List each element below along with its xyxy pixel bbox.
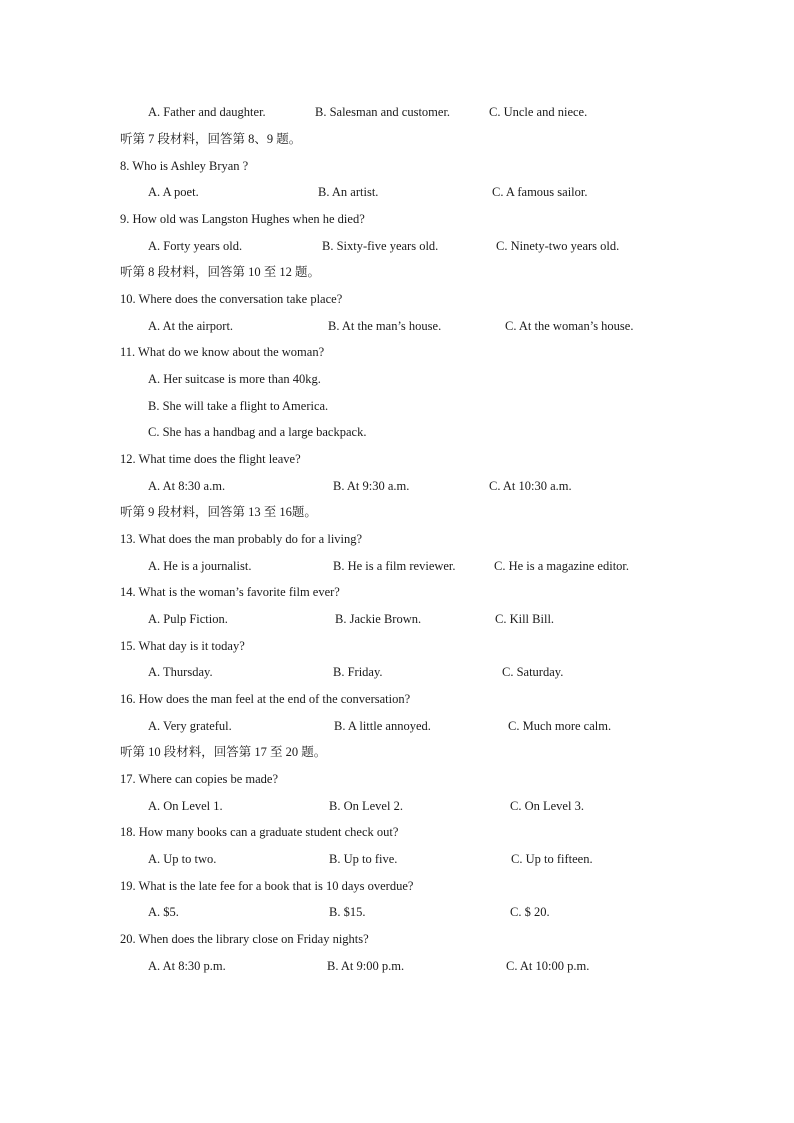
option-a: A. At the airport. bbox=[148, 319, 234, 333]
question-text: 9. How old was Langston Hughes when he died? bbox=[120, 212, 365, 226]
option-b: B. Jackie Brown. bbox=[335, 612, 422, 626]
option-b: B. He is a film reviewer. bbox=[333, 559, 456, 573]
question-text: 14. What is the woman’s favorite film ever? bbox=[120, 585, 340, 599]
option-c: C. At 10:00 p.m. bbox=[506, 959, 590, 973]
option-a: A. Pulp Fiction. bbox=[148, 612, 228, 626]
option-c: C. Saturday. bbox=[502, 665, 564, 679]
option-c: C. Up to fifteen. bbox=[511, 852, 593, 866]
option-a: A. Thursday. bbox=[148, 665, 213, 679]
option-b: B. At the man’s house. bbox=[328, 319, 442, 333]
option-b: B. At 9:00 p.m. bbox=[327, 959, 405, 973]
section-instruction: 听第 10 段材料，回答第 17 至 20 题。 bbox=[120, 745, 327, 759]
question-text: 20. When does the library close on Friday nights? bbox=[120, 932, 369, 946]
option-a: A. $5. bbox=[148, 905, 179, 919]
option-b: B. Sixty-five years old. bbox=[322, 239, 439, 253]
option-c: C. At 10:30 a.m. bbox=[489, 479, 572, 493]
question-text: 11. What do we know about the woman? bbox=[120, 345, 325, 359]
option-c: C. Ninety-two years old. bbox=[496, 239, 620, 253]
option-b: B. A little annoyed. bbox=[334, 719, 431, 733]
option-line: C. She has a handbag and a large backpack. bbox=[148, 425, 367, 439]
option-a: A. Forty years old. bbox=[148, 239, 243, 253]
option-c: C. He is a magazine editor. bbox=[494, 559, 630, 573]
option-c: C. Uncle and niece. bbox=[489, 105, 588, 119]
section-instruction: 听第 9 段材料，回答第 13 至 16题。 bbox=[120, 505, 317, 519]
option-b: B. At 9:30 a.m. bbox=[333, 479, 410, 493]
option-line: B. She will take a flight to America. bbox=[148, 399, 329, 413]
question-text: 16. How does the man feel at the end of the conversation? bbox=[120, 692, 411, 706]
option-b: B. Up to five. bbox=[329, 852, 398, 866]
option-a: A. A poet. bbox=[148, 185, 199, 199]
question-text: 10. Where does the conversation take place? bbox=[120, 292, 343, 306]
option-b: B. $15. bbox=[329, 905, 366, 919]
option-c: C. Much more calm. bbox=[508, 719, 612, 733]
option-line: A. Her suitcase is more than 40kg. bbox=[148, 372, 321, 386]
option-a: A. He is a journalist. bbox=[148, 559, 252, 573]
question-text: 12. What time does the flight leave? bbox=[120, 452, 301, 466]
option-b: B. On Level 2. bbox=[329, 799, 403, 813]
question-text: 15. What day is it today? bbox=[120, 639, 245, 653]
option-b: B. Friday. bbox=[333, 665, 383, 679]
option-a: A. Very grateful. bbox=[148, 719, 232, 733]
option-a: A. Father and daughter. bbox=[148, 105, 266, 119]
option-b: B. Salesman and customer. bbox=[315, 105, 451, 119]
option-b: B. An artist. bbox=[318, 185, 379, 199]
question-text: 8. Who is Ashley Bryan ? bbox=[120, 159, 249, 173]
option-a: A. Up to two. bbox=[148, 852, 217, 866]
option-c: C. Kill Bill. bbox=[495, 612, 555, 626]
question-text: 18. How many books can a graduate student check out? bbox=[120, 825, 399, 839]
option-c: C. At the woman’s house. bbox=[505, 319, 634, 333]
option-a: A. At 8:30 p.m. bbox=[148, 959, 226, 973]
question-text: 17. Where can copies be made? bbox=[120, 772, 279, 786]
section-instruction: 听第 8 段材料，回答第 10 至 12 题。 bbox=[120, 265, 321, 279]
option-c: C. On Level 3. bbox=[510, 799, 584, 813]
option-c: C. $ 20. bbox=[510, 905, 550, 919]
option-a: A. At 8:30 a.m. bbox=[148, 479, 226, 493]
section-instruction: 听第 7 段材料，回答第 8、9 题。 bbox=[120, 132, 302, 146]
option-a: A. On Level 1. bbox=[148, 799, 223, 813]
question-text: 13. What does the man probably do for a living? bbox=[120, 532, 363, 546]
option-c: C. A famous sailor. bbox=[492, 185, 588, 199]
question-text: 19. What is the late fee for a book that is 10 days overdue? bbox=[120, 879, 414, 893]
